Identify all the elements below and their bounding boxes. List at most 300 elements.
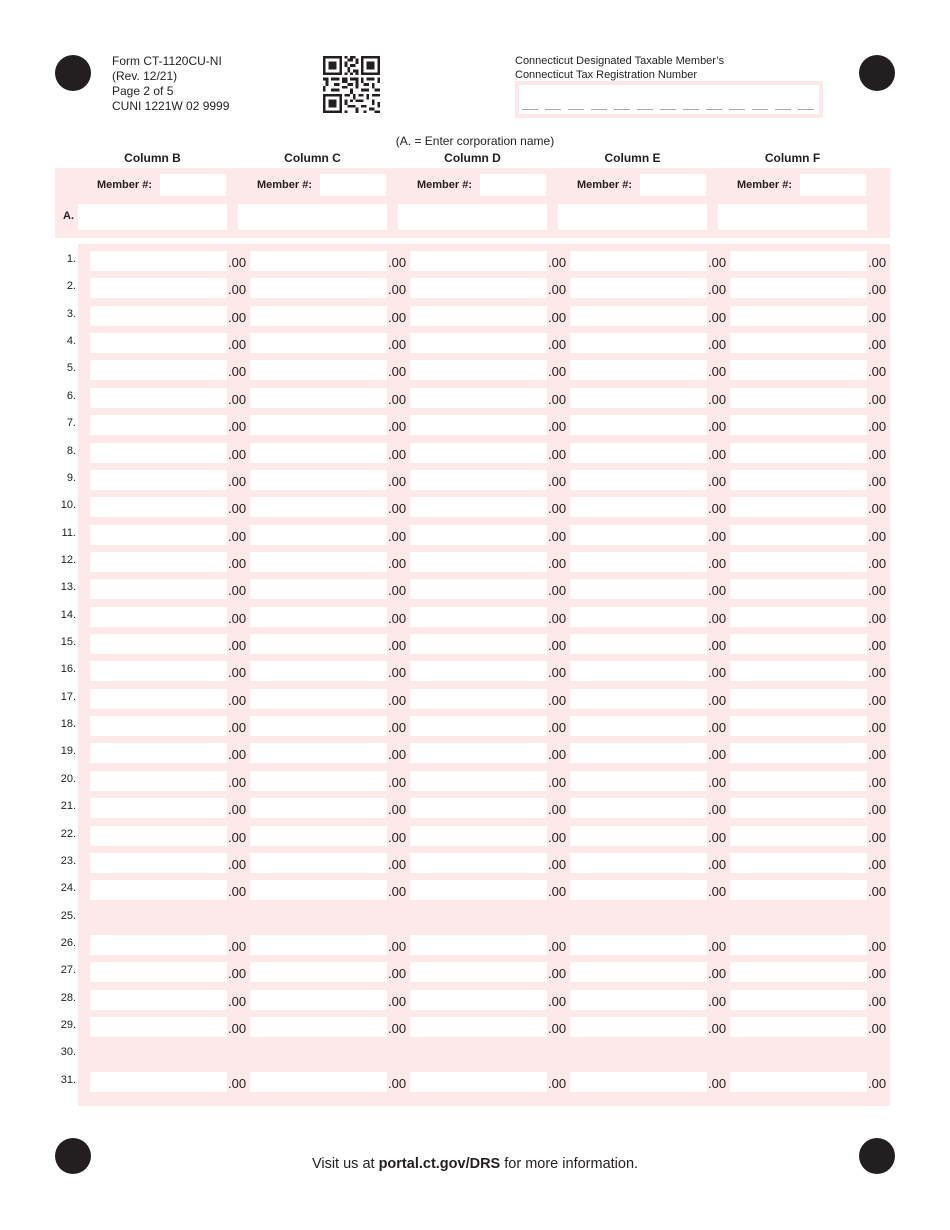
amount-input[interactable]	[90, 853, 227, 873]
cents-suffix: .00	[388, 884, 407, 899]
cents-suffix: .00	[548, 556, 567, 571]
cents-suffix: .00	[868, 282, 887, 297]
row-number-label: 17.	[60, 691, 76, 703]
row-number-label: 1.	[66, 253, 76, 265]
cents-suffix: .00	[548, 830, 567, 845]
amount-input[interactable]	[730, 826, 867, 846]
amount-input[interactable]	[250, 1017, 387, 1037]
amount-input[interactable]	[410, 826, 547, 846]
amount-input[interactable]	[730, 552, 867, 572]
footer-suffix: for more information.	[500, 1156, 639, 1172]
amount-input[interactable]	[730, 661, 867, 681]
amount-input[interactable]	[90, 935, 227, 955]
amount-input[interactable]	[410, 388, 547, 408]
amount-input[interactable]	[730, 443, 867, 463]
amount-input[interactable]	[570, 470, 707, 490]
cents-suffix: .00	[388, 392, 407, 407]
amount-input[interactable]	[410, 798, 547, 818]
amount-input[interactable]	[570, 716, 707, 736]
amount-input[interactable]	[570, 661, 707, 681]
form-header	[112, 54, 229, 114]
member-number-input[interactable]	[640, 174, 706, 196]
cents-suffix: .00	[708, 337, 727, 352]
cents-suffix: .00	[388, 337, 407, 352]
amount-input[interactable]	[730, 743, 867, 763]
cents-suffix: .00	[388, 501, 407, 516]
amount-input[interactable]	[90, 251, 227, 271]
amount-input[interactable]	[730, 798, 867, 818]
amount-input[interactable]	[90, 579, 227, 599]
amount-input[interactable]	[730, 935, 867, 955]
cents-suffix: .00	[228, 720, 247, 735]
registration-digit-slot[interactable]	[545, 109, 561, 110]
amount-input[interactable]	[90, 333, 227, 353]
amount-input[interactable]	[730, 880, 867, 900]
cents-suffix: .00	[708, 775, 727, 790]
cents-suffix: .00	[388, 282, 407, 297]
amount-input[interactable]	[90, 470, 227, 490]
cents-suffix: .00	[868, 966, 887, 981]
amount-input[interactable]	[730, 333, 867, 353]
cents-suffix: .00	[708, 310, 727, 325]
amount-input[interactable]	[410, 552, 547, 572]
cents-suffix: .00	[708, 529, 727, 544]
amount-input[interactable]	[90, 1017, 227, 1037]
amount-input[interactable]	[90, 1072, 227, 1092]
cents-suffix: .00	[388, 830, 407, 845]
cents-suffix: .00	[388, 693, 407, 708]
cents-suffix: .00	[868, 447, 887, 462]
amount-input[interactable]	[570, 579, 707, 599]
amount-input[interactable]	[730, 689, 867, 709]
form-revision: (Rev. 12/21)	[112, 69, 178, 83]
amount-input[interactable]	[90, 306, 227, 326]
cents-suffix: .00	[868, 994, 887, 1009]
amount-input[interactable]	[90, 415, 227, 435]
cents-suffix: .00	[548, 474, 567, 489]
amount-input[interactable]	[730, 1017, 867, 1037]
cents-suffix: .00	[868, 419, 887, 434]
amount-input[interactable]	[730, 1072, 867, 1092]
amount-input[interactable]	[250, 251, 387, 271]
row-number-label: 7.	[66, 417, 76, 429]
cents-suffix: .00	[708, 1021, 727, 1036]
amount-input[interactable]	[90, 607, 227, 627]
amount-input[interactable]	[570, 415, 707, 435]
cents-suffix: .00	[388, 419, 407, 434]
amount-input[interactable]	[250, 990, 387, 1010]
amount-input[interactable]	[570, 360, 707, 380]
cents-suffix: .00	[868, 939, 887, 954]
cents-suffix: .00	[388, 529, 407, 544]
cents-suffix: .00	[708, 884, 727, 899]
amount-input[interactable]	[250, 661, 387, 681]
amount-input[interactable]	[250, 1072, 387, 1092]
amount-input[interactable]	[250, 935, 387, 955]
cents-suffix: .00	[388, 857, 407, 872]
cents-suffix: .00	[548, 419, 567, 434]
cents-suffix: .00	[868, 337, 887, 352]
amount-input[interactable]	[250, 443, 387, 463]
row-number-label: 25.	[60, 910, 76, 922]
amount-input[interactable]	[250, 333, 387, 353]
registration-digit-slot[interactable]	[683, 109, 699, 110]
amount-input[interactable]	[410, 935, 547, 955]
amount-input[interactable]	[90, 771, 227, 791]
cents-suffix: .00	[548, 255, 567, 270]
amount-input[interactable]	[410, 853, 547, 873]
row-number-label: 19.	[60, 745, 76, 757]
registration-number-field[interactable]	[515, 81, 823, 118]
amount-input[interactable]	[90, 689, 227, 709]
cents-suffix: .00	[228, 501, 247, 516]
cents-suffix: .00	[228, 857, 247, 872]
amount-input[interactable]	[730, 415, 867, 435]
cents-suffix: .00	[868, 556, 887, 571]
amount-input[interactable]	[730, 525, 867, 545]
amount-input[interactable]	[730, 360, 867, 380]
amount-input[interactable]	[410, 443, 547, 463]
corporation-name-input[interactable]	[558, 204, 707, 230]
cents-suffix: .00	[708, 556, 727, 571]
amount-input[interactable]	[410, 278, 547, 298]
member-number-input[interactable]	[800, 174, 866, 196]
registration-digit-slot[interactable]	[568, 109, 584, 110]
amount-input[interactable]	[730, 497, 867, 517]
cents-suffix: .00	[548, 529, 567, 544]
amount-input[interactable]	[90, 716, 227, 736]
amount-input[interactable]	[730, 579, 867, 599]
cents-suffix: .00	[228, 583, 247, 598]
form-id: Form CT-1120CU-NI	[112, 54, 222, 68]
row-number-label: 5.	[66, 362, 76, 374]
member-number-label: Member #:	[577, 179, 633, 191]
cents-suffix: .00	[868, 775, 887, 790]
cents-suffix: .00	[868, 802, 887, 817]
amount-input[interactable]	[730, 716, 867, 736]
row-number-label: 20.	[60, 773, 76, 785]
cents-suffix: .00	[548, 802, 567, 817]
cents-suffix: .00	[708, 282, 727, 297]
amount-input[interactable]	[570, 689, 707, 709]
cents-suffix: .00	[868, 1021, 887, 1036]
amount-input[interactable]	[250, 306, 387, 326]
amount-input[interactable]	[410, 990, 547, 1010]
amount-input[interactable]	[250, 743, 387, 763]
amount-input[interactable]	[570, 525, 707, 545]
amount-input[interactable]	[250, 388, 387, 408]
amount-input[interactable]	[250, 634, 387, 654]
amount-input[interactable]	[730, 771, 867, 791]
amount-input[interactable]	[410, 497, 547, 517]
cents-suffix: .00	[868, 857, 887, 872]
amount-input[interactable]	[730, 853, 867, 873]
cents-suffix: .00	[548, 447, 567, 462]
amount-input[interactable]	[730, 962, 867, 982]
amount-input[interactable]	[90, 552, 227, 572]
registration-number-title	[515, 54, 724, 82]
amount-input[interactable]	[90, 743, 227, 763]
registration-digit-slot[interactable]	[798, 109, 814, 110]
cents-suffix: .00	[548, 392, 567, 407]
amount-input[interactable]	[570, 771, 707, 791]
amount-input[interactable]	[90, 388, 227, 408]
cents-suffix: .00	[228, 419, 247, 434]
amount-input[interactable]	[730, 306, 867, 326]
cents-suffix: .00	[708, 747, 727, 762]
registration-digit-slot[interactable]	[637, 109, 653, 110]
amount-input[interactable]	[250, 826, 387, 846]
amount-input[interactable]	[90, 661, 227, 681]
amount-input[interactable]	[570, 853, 707, 873]
amount-input[interactable]	[90, 826, 227, 846]
amount-input[interactable]	[730, 278, 867, 298]
amount-input[interactable]	[410, 1072, 547, 1092]
row-number-label: 24.	[60, 882, 76, 894]
amount-input[interactable]	[570, 962, 707, 982]
amount-input[interactable]	[410, 333, 547, 353]
amount-input[interactable]	[570, 743, 707, 763]
amount-input[interactable]	[730, 607, 867, 627]
column-header: Column D	[444, 151, 501, 165]
cents-suffix: .00	[548, 939, 567, 954]
amount-input[interactable]	[570, 935, 707, 955]
member-number-input[interactable]	[160, 174, 226, 196]
registration-digit-slot[interactable]	[614, 109, 630, 110]
amount-input[interactable]	[410, 306, 547, 326]
corporation-name-input[interactable]	[718, 204, 867, 230]
amount-input[interactable]	[250, 470, 387, 490]
cents-suffix: .00	[228, 529, 247, 544]
cents-suffix: .00	[228, 255, 247, 270]
amount-input[interactable]	[410, 661, 547, 681]
registration-digit-slot[interactable]	[752, 109, 768, 110]
row-number-label: 14.	[60, 609, 76, 621]
amount-input[interactable]	[90, 880, 227, 900]
member-number-input[interactable]	[320, 174, 386, 196]
amount-input[interactable]	[570, 1017, 707, 1037]
cents-suffix: .00	[708, 720, 727, 735]
cents-suffix: .00	[548, 720, 567, 735]
row-number-label: 13.	[60, 581, 76, 593]
page-number: Page 2 of 5	[112, 84, 174, 98]
amount-input[interactable]	[570, 607, 707, 627]
footer-link[interactable]: portal.ct.gov/DRS	[378, 1156, 501, 1172]
amount-input[interactable]	[570, 388, 707, 408]
cents-suffix: .00	[868, 583, 887, 598]
amount-input[interactable]	[250, 579, 387, 599]
cents-suffix: .00	[548, 310, 567, 325]
cents-suffix: .00	[708, 364, 727, 379]
amount-input[interactable]	[90, 360, 227, 380]
registration-digit-slot[interactable]	[522, 109, 538, 110]
row-number-label: 8.	[66, 445, 76, 457]
amount-input[interactable]	[410, 689, 547, 709]
member-number-input[interactable]	[480, 174, 546, 196]
cents-suffix: .00	[708, 693, 727, 708]
cents-suffix: .00	[228, 939, 247, 954]
amount-input[interactable]	[570, 278, 707, 298]
qr-code-icon	[323, 56, 380, 113]
cents-suffix: .00	[228, 1076, 247, 1091]
cents-suffix: .00	[548, 583, 567, 598]
row-number-label: 18.	[60, 718, 76, 730]
row-number-label: 21.	[60, 800, 76, 812]
registration-digit-slot[interactable]	[660, 109, 676, 110]
registration-digit-slot[interactable]	[729, 109, 745, 110]
amount-input[interactable]	[250, 278, 387, 298]
cents-suffix: .00	[548, 966, 567, 981]
cents-suffix: .00	[708, 830, 727, 845]
row-a-label: A.	[63, 210, 74, 222]
registration-digit-slot[interactable]	[591, 109, 607, 110]
amount-input[interactable]	[410, 1017, 547, 1037]
amount-input[interactable]	[410, 743, 547, 763]
amount-input[interactable]	[90, 525, 227, 545]
cents-suffix: .00	[708, 966, 727, 981]
cents-suffix: .00	[708, 638, 727, 653]
corporation-name-input[interactable]	[238, 204, 387, 230]
amount-input[interactable]	[90, 634, 227, 654]
registration-number-input[interactable]	[519, 85, 819, 114]
amount-input[interactable]	[410, 962, 547, 982]
row-number-label: 22.	[60, 828, 76, 840]
cents-suffix: .00	[388, 720, 407, 735]
amount-input[interactable]	[730, 634, 867, 654]
amount-input[interactable]	[250, 607, 387, 627]
amount-input[interactable]	[410, 607, 547, 627]
amount-input[interactable]	[90, 443, 227, 463]
cents-suffix: .00	[548, 994, 567, 1009]
cents-suffix: .00	[868, 638, 887, 653]
registration-digit-slot[interactable]	[775, 109, 791, 110]
amount-input[interactable]	[90, 497, 227, 517]
amount-input[interactable]	[730, 388, 867, 408]
amount-input[interactable]	[410, 579, 547, 599]
cents-suffix: .00	[868, 501, 887, 516]
registration-digit-slot[interactable]	[706, 109, 722, 110]
amount-input[interactable]	[250, 853, 387, 873]
amount-input[interactable]	[410, 634, 547, 654]
cents-suffix: .00	[548, 1076, 567, 1091]
member-number-label: Member #:	[257, 179, 313, 191]
cents-suffix: .00	[868, 364, 887, 379]
amount-input[interactable]	[570, 990, 707, 1010]
amount-input[interactable]	[90, 990, 227, 1010]
cents-suffix: .00	[228, 447, 247, 462]
cents-suffix: .00	[228, 310, 247, 325]
amount-input[interactable]	[570, 634, 707, 654]
amount-input[interactable]	[90, 962, 227, 982]
amount-input[interactable]	[410, 716, 547, 736]
cents-suffix: .00	[228, 474, 247, 489]
amount-input[interactable]	[570, 306, 707, 326]
column-header: Column E	[604, 151, 661, 165]
amount-input[interactable]	[410, 771, 547, 791]
amount-input[interactable]	[250, 689, 387, 709]
amount-input[interactable]	[250, 771, 387, 791]
amount-input[interactable]	[250, 716, 387, 736]
corporation-name-input[interactable]	[78, 204, 227, 230]
cents-suffix: .00	[868, 830, 887, 845]
cents-suffix: .00	[868, 529, 887, 544]
cents-suffix: .00	[708, 665, 727, 680]
row-number-label: 2.	[66, 280, 76, 292]
amount-input[interactable]	[730, 990, 867, 1010]
amount-input[interactable]	[410, 525, 547, 545]
amount-input[interactable]	[410, 251, 547, 271]
amount-input[interactable]	[570, 1072, 707, 1092]
row-number-label: 31.	[60, 1074, 76, 1086]
member-number-label: Member #:	[97, 179, 153, 191]
corporation-name-note: (A. = Enter corporation name)	[395, 134, 555, 148]
cents-suffix: .00	[708, 611, 727, 626]
cents-suffix: .00	[708, 501, 727, 516]
cents-suffix: .00	[708, 392, 727, 407]
cents-suffix: .00	[548, 337, 567, 352]
row-number-label: 3.	[66, 308, 76, 320]
corporation-name-input[interactable]	[398, 204, 547, 230]
amount-input[interactable]	[250, 497, 387, 517]
cents-suffix: .00	[868, 747, 887, 762]
amount-input[interactable]	[570, 798, 707, 818]
registration-mark-top-left	[55, 55, 91, 91]
cents-suffix: .00	[228, 693, 247, 708]
amount-input[interactable]	[250, 552, 387, 572]
row-number-label: 30.	[60, 1046, 76, 1058]
amount-input[interactable]	[570, 880, 707, 900]
amount-input[interactable]	[410, 470, 547, 490]
cents-suffix: .00	[868, 611, 887, 626]
amount-input[interactable]	[90, 278, 227, 298]
cents-suffix: .00	[388, 255, 407, 270]
cents-suffix: .00	[708, 255, 727, 270]
row-number-label: 4.	[66, 335, 76, 347]
cents-suffix: .00	[228, 802, 247, 817]
amount-input[interactable]	[250, 962, 387, 982]
amount-input[interactable]	[570, 826, 707, 846]
amount-input[interactable]	[250, 525, 387, 545]
amount-input[interactable]	[730, 470, 867, 490]
row-number-label: 26.	[60, 937, 76, 949]
amount-input[interactable]	[570, 333, 707, 353]
amount-input[interactable]	[730, 251, 867, 271]
amount-input[interactable]	[250, 360, 387, 380]
cents-suffix: .00	[228, 966, 247, 981]
cents-suffix: .00	[868, 720, 887, 735]
cents-suffix: .00	[708, 939, 727, 954]
amount-input[interactable]	[410, 415, 547, 435]
amount-input[interactable]	[570, 552, 707, 572]
cents-suffix: .00	[548, 665, 567, 680]
amount-input[interactable]	[570, 443, 707, 463]
amount-input[interactable]	[90, 798, 227, 818]
registration-mark-top-right	[859, 55, 895, 91]
amount-input[interactable]	[410, 360, 547, 380]
cents-suffix: .00	[228, 665, 247, 680]
member-number-label: Member #:	[417, 179, 473, 191]
amount-input[interactable]	[570, 251, 707, 271]
form-code: CUNI 1221W 02 9999	[112, 99, 230, 113]
amount-input[interactable]	[250, 798, 387, 818]
cents-suffix: .00	[228, 611, 247, 626]
amount-input[interactable]	[250, 415, 387, 435]
amount-input[interactable]	[410, 880, 547, 900]
amount-input[interactable]	[570, 497, 707, 517]
cents-suffix: .00	[388, 364, 407, 379]
amount-input[interactable]	[250, 880, 387, 900]
cents-suffix: .00	[868, 392, 887, 407]
